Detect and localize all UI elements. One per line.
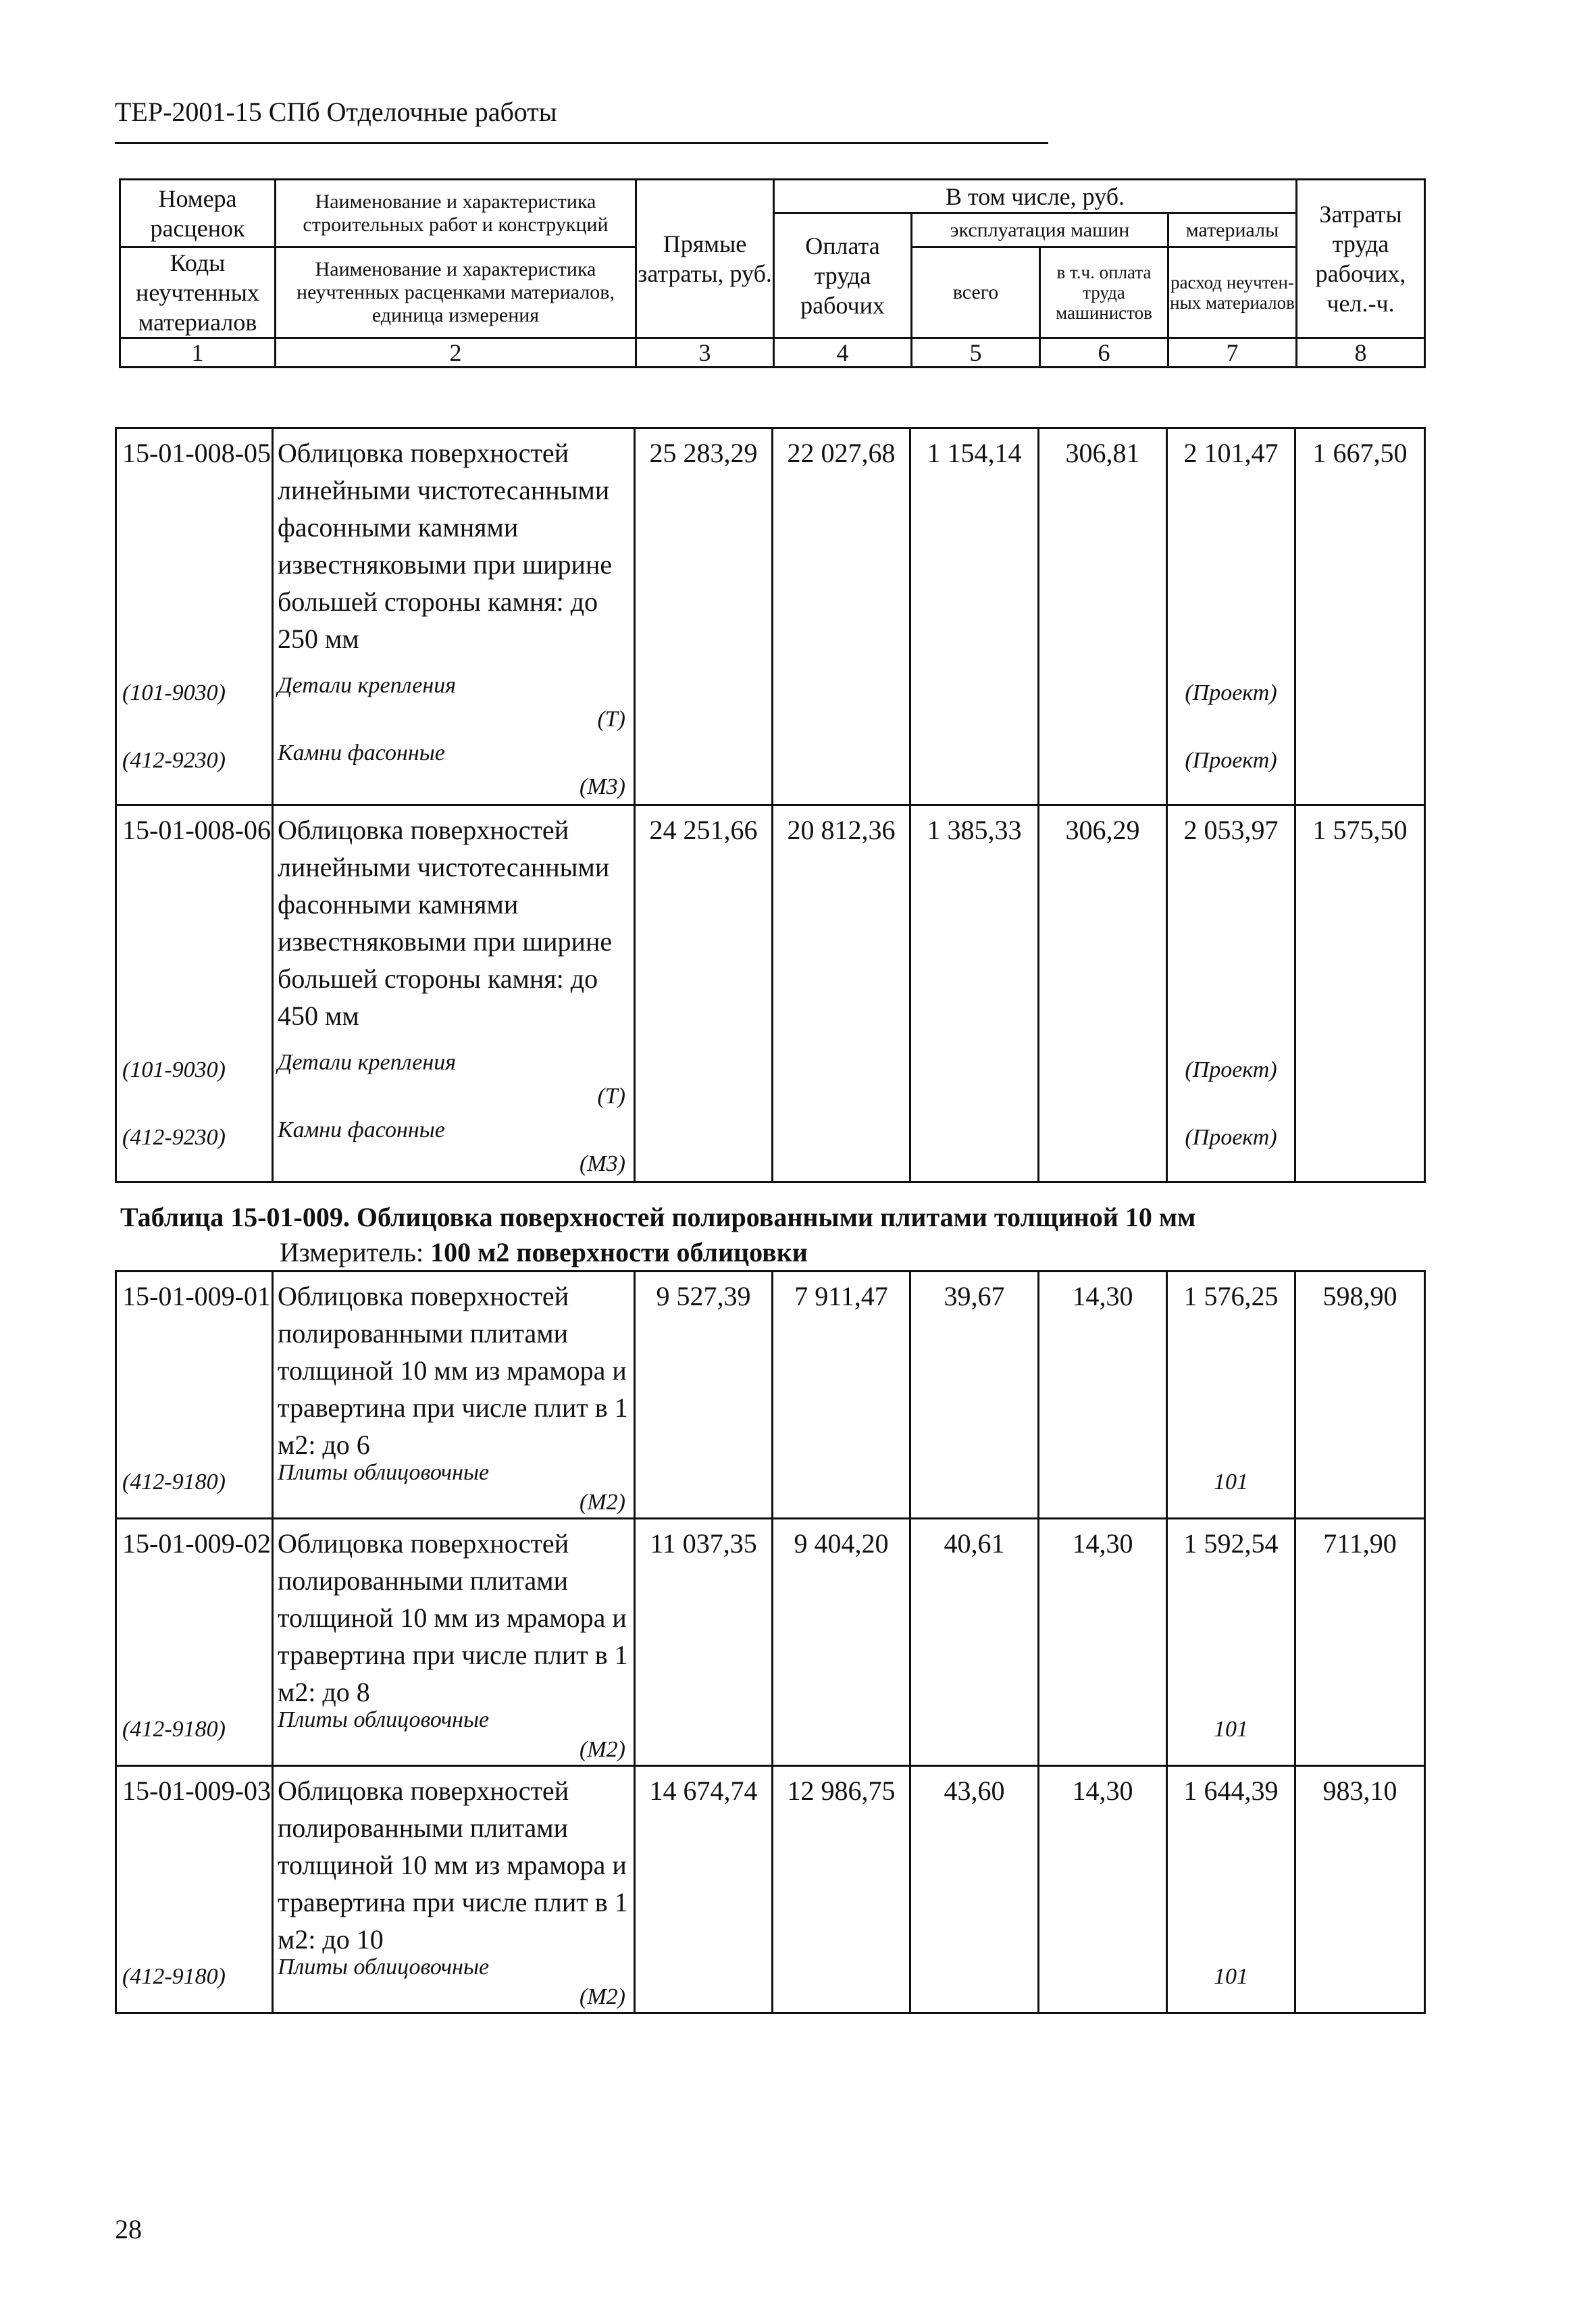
col5-header: всего	[912, 247, 1040, 338]
value-direct: 24 251,66	[649, 815, 758, 845]
material-consumption: 101	[1214, 1964, 1248, 1989]
rate-code-cell	[116, 1766, 273, 2013]
value-cell-direct	[635, 428, 773, 805]
rate-name: Облицовка поверхностей полированными плитами толщиной 10 мм из мрамора и травертина при числе плит в 1 м2: до 8	[278, 1528, 628, 1707]
value-machinists: 14,30	[1072, 1528, 1133, 1559]
rates-table-009	[115, 1270, 1426, 2014]
col-number: 3	[636, 338, 774, 368]
material-name: Камни фасонные	[278, 740, 445, 765]
material-code: (412-9180)	[122, 1469, 226, 1494]
value-cell-hours	[1295, 1272, 1425, 1519]
value-direct: 11 037,35	[650, 1528, 757, 1559]
value-cell-direct	[635, 1519, 773, 1766]
materials-header: материалы	[1168, 213, 1297, 247]
value-cell-labor	[773, 1519, 910, 1766]
material-name: Камни фасонные	[278, 1117, 445, 1142]
value-hours: 711,90	[1323, 1528, 1397, 1559]
value-materials: 1 576,25	[1183, 1281, 1279, 1311]
col-number: 8	[1297, 338, 1425, 368]
value-machines-total: 40,61	[944, 1528, 1005, 1559]
value-hours: 1 667,50	[1312, 438, 1408, 468]
value-cell-materials	[1167, 1766, 1295, 2013]
value-cell-machines-total	[910, 1766, 1039, 2013]
table-row	[116, 1519, 1425, 1766]
value-labor: 20 812,36	[787, 815, 896, 845]
value-materials: 2 101,47	[1183, 438, 1279, 468]
material-unit: (М3)	[580, 1151, 625, 1176]
col1-bottom-header: Коды неучтенных материалов	[120, 247, 276, 338]
material-name: Детали крепления	[278, 1050, 456, 1075]
value-cell-hours	[1295, 1519, 1425, 1766]
material-entry	[278, 1705, 629, 1765]
value-cell-labor	[773, 805, 910, 1182]
rate-name: Облицовка поверхностей полированными плитами толщиной 10 мм из мрамора и травертина при числе плит в 1 м2: до 6	[278, 1281, 628, 1460]
value-machines-total: 43,60	[944, 1776, 1005, 1806]
material-consumption: (Проект)	[1185, 1057, 1277, 1082]
measure-label: Измеритель:	[280, 1237, 431, 1267]
material-name: Детали крепления	[278, 673, 456, 698]
value-hours: 983,10	[1322, 1776, 1397, 1806]
rate-name-cell	[273, 805, 635, 1182]
rate-name: Облицовка поверхностей полированными плитами толщиной 10 мм из мрамора и травертина при числе плит в 1 м2: до 10	[278, 1776, 628, 1955]
value-cell-direct	[635, 1272, 773, 1519]
table-row	[116, 1766, 1425, 2013]
table-caption: Таблица 15-01-009. Облицовка поверхностей полированными плитами толщиной 10 мм	[120, 1202, 1196, 1232]
value-materials: 2 053,97	[1183, 815, 1279, 845]
value-direct: 14 674,74	[649, 1776, 758, 1806]
rate-name: Облицовка поверхностей линейными чистотесанными фасонными камнями известняковыми при ширине большей стороны камня: до 250 мм	[278, 438, 613, 654]
material-entry	[278, 1458, 629, 1517]
rate-code: 15-01-008-05	[122, 438, 271, 468]
col2-top-header: Наименование и характеристика строительных работ и конструкций	[276, 180, 636, 247]
value-machines-total: 39,67	[944, 1281, 1005, 1311]
value-labor: 7 911,47	[794, 1281, 888, 1311]
value-cell-materials	[1167, 1519, 1295, 1766]
col-number: 4	[774, 338, 912, 368]
rate-code-cell	[116, 805, 273, 1182]
value-cell-labor	[773, 1766, 910, 2013]
material-consumption: 101	[1214, 1469, 1248, 1494]
material-consumption: 101	[1214, 1717, 1248, 1742]
rate-code: 15-01-008-06	[122, 815, 271, 845]
value-machines-total: 1 385,33	[927, 815, 1022, 845]
rate-name-cell	[273, 1766, 635, 2013]
value-cell-labor	[773, 1272, 910, 1519]
rate-code: 15-01-009-02	[122, 1528, 271, 1559]
value-cell-machinists	[1039, 1766, 1167, 2013]
col7-header: расход неучтен-ных материалов	[1168, 247, 1297, 338]
value-cell-direct	[635, 1766, 773, 2013]
value-cell-hours	[1295, 428, 1425, 805]
material-name: Плиты облицовочные	[278, 1460, 490, 1485]
value-machinists: 14,30	[1072, 1776, 1133, 1806]
value-cell-hours	[1295, 1766, 1425, 2013]
rate-code: 15-01-009-01	[122, 1281, 271, 1311]
material-consumption: (Проект)	[1185, 1125, 1277, 1150]
material-name: Плиты облицовочные	[278, 1707, 490, 1732]
value-cell-machinists	[1039, 1272, 1167, 1519]
col3-header: Прямые затраты, руб.	[636, 180, 774, 338]
value-cell-hours	[1295, 805, 1425, 1182]
rate-code-cell	[116, 1519, 273, 1766]
col-number: 6	[1040, 338, 1168, 368]
value-materials: 1 644,39	[1183, 1776, 1279, 1806]
col6-header: в т.ч. оплата труда машинистов	[1040, 247, 1168, 338]
machines-header: эксплуатация машин	[912, 213, 1168, 247]
material-unit: (М3)	[580, 774, 625, 799]
page-number: 28	[115, 2214, 142, 2244]
rate-name: Облицовка поверхностей линейными чистотесанными фасонными камнями известняковыми при ширине большей стороны камня: до 450 мм	[278, 815, 613, 1031]
value-cell-direct	[635, 805, 773, 1182]
rate-code-cell	[116, 428, 273, 805]
material-unit: (М2)	[580, 1490, 625, 1515]
value-hours: 1 575,50	[1312, 815, 1408, 845]
material-code: (101-9030)	[122, 1057, 226, 1082]
value-materials: 1 592,54	[1183, 1528, 1279, 1559]
value-cell-machinists	[1039, 805, 1167, 1182]
material-entry	[278, 1953, 629, 2012]
rate-name-cell	[273, 1519, 635, 1766]
rate-code-cell	[116, 1272, 273, 1519]
material-code: (412-9180)	[122, 1964, 226, 1989]
material-unit: (М2)	[580, 1737, 625, 1762]
table-row	[116, 1272, 1425, 1519]
value-cell-machines-total	[910, 1272, 1039, 1519]
material-entry	[278, 736, 629, 804]
col-number: 7	[1168, 338, 1297, 368]
rates-table-008	[115, 427, 1426, 1183]
material-consumption: (Проект)	[1185, 680, 1277, 705]
value-cell-machinists	[1039, 428, 1167, 805]
rate-name-cell	[273, 428, 635, 805]
value-direct: 9 527,39	[656, 1281, 751, 1311]
table-row	[116, 805, 1425, 1182]
value-labor: 12 986,75	[787, 1776, 896, 1806]
material-unit: (М2)	[580, 1984, 625, 2009]
col-number: 1	[120, 338, 276, 368]
value-cell-machinists	[1039, 1519, 1167, 1766]
measure-value: 100 м2 поверхности облицовки	[430, 1237, 808, 1267]
col8-header: Затраты труда рабочих, чел.-ч.	[1297, 180, 1425, 338]
material-unit: (Т)	[597, 707, 625, 732]
value-machinists: 14,30	[1072, 1281, 1133, 1311]
material-consumption: (Проект)	[1185, 748, 1277, 773]
value-cell-materials	[1167, 1272, 1295, 1519]
col-number: 5	[912, 338, 1040, 368]
col2-bottom-header: Наименование и характеристика неучтенных расценками материалов, единица измерения	[276, 247, 636, 338]
table-measure	[280, 1236, 808, 1268]
col-number: 2	[276, 338, 636, 368]
group-header: В том числе, руб.	[774, 180, 1297, 213]
material-unit: (Т)	[597, 1084, 625, 1109]
value-labor: 9 404,20	[794, 1528, 889, 1559]
value-cell-machines-total	[910, 805, 1039, 1182]
value-cell-labor	[773, 428, 910, 805]
rate-name-cell	[273, 1272, 635, 1519]
material-entry	[278, 1046, 629, 1113]
material-code: (412-9230)	[122, 748, 226, 773]
value-hours: 598,90	[1322, 1281, 1397, 1311]
material-code: (412-9180)	[122, 1717, 226, 1742]
col4-header: Оплата труда рабочих	[774, 213, 912, 338]
material-code: (412-9230)	[122, 1125, 226, 1150]
header-rule	[115, 142, 1048, 144]
value-direct: 25 283,29	[649, 438, 758, 468]
rate-code: 15-01-009-03	[122, 1776, 271, 1806]
table-row	[116, 428, 1425, 805]
material-entry	[278, 1113, 629, 1181]
value-machinists: 306,29	[1065, 815, 1140, 845]
material-code: (101-9030)	[122, 680, 226, 705]
value-cell-machines-total	[910, 1519, 1039, 1766]
material-name: Плиты облицовочные	[278, 1955, 490, 1980]
value-cell-materials	[1167, 428, 1295, 805]
document-header: ТЕР-2001-15 СПб Отделочные работы	[115, 97, 557, 127]
value-machines-total: 1 154,14	[927, 438, 1022, 468]
col1-top-header: Номера расценок	[120, 180, 276, 247]
value-labor: 22 027,68	[787, 438, 896, 468]
value-cell-machines-total	[910, 428, 1039, 805]
table-header	[119, 178, 1426, 368]
value-cell-materials	[1167, 805, 1295, 1182]
material-entry	[278, 669, 629, 736]
value-machinists: 306,81	[1065, 438, 1140, 468]
